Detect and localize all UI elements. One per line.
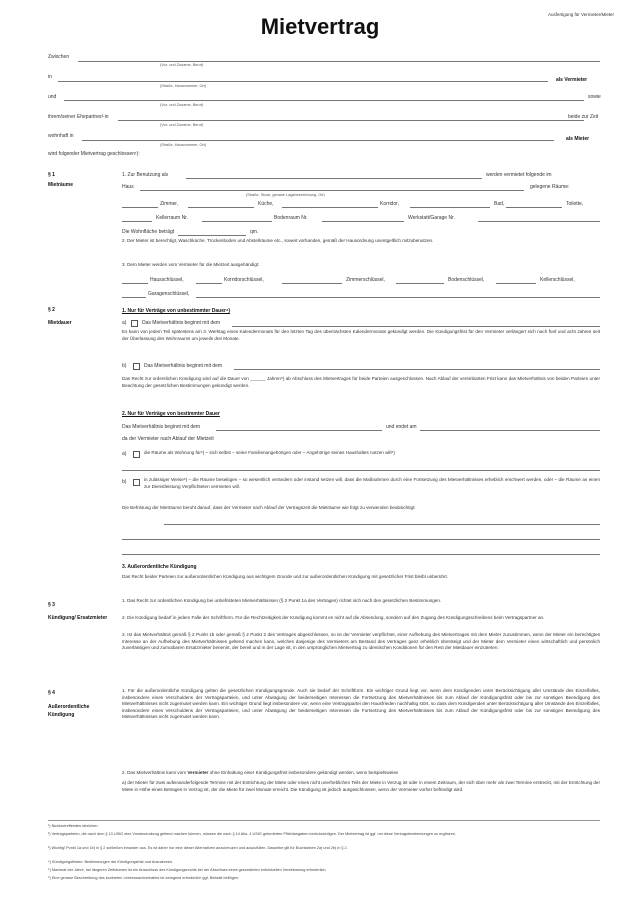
checkbox-unbefristet-a[interactable] [131,320,138,327]
label-sowie: sowie [588,94,601,100]
hint-lage: (Straße, Stock, genaue Lagebezeichnung, Ort) [246,193,325,197]
section-4-label: Außerordentliche Kündigung [48,704,90,718]
s1-p1-start: 1. Zur Benutzung als [122,172,169,178]
s4-p1: 1. Für die außerordentliche Kündigung gelten die gesetzlichen Kündigungsgründe. Auch sie bedarf der Schriftform. Ein wichtiger Grund liegt vor, wenn dem Kündigenden unter Berücksichtigung aller Umstände des Einzelfalles, insbesondere eines Verschuldens der Vertragsparteien, und unter Abwägung der beiderseitigen Interessen die Fortsetzung des Mietverhältnisses bis zum Ablauf der Kündigungsfrist oder bis zur sonstigen Beendigung des Mietverhältnisses nicht zugemutet werden kann. Ein wichtiger Grund liegt insbesondere vor, wenn eine Vertragspartei den Hausfrieden nachhaltig stört, so dass dem Kündigenden unter Berücksichtigung aller Umstände des Einzelfalles, insbesondere eines Verschuldens der Vertragsparteien, und unter Abwägung der beiderseitigen Interessen die Fortsetzung des Mietverhältnisses bis zum Ablauf der Kündigungsfrist oder bis zur sonstigen Beendigung des Mietverhältnisses nicht zugemutet werden kann. [122,688,600,720]
s2-a1-text: Das Mietverhältnis beginnt mit dem [142,320,221,326]
label-und: und [48,94,57,100]
key-room: Zimmerschlüssel, [346,277,385,283]
kitchen-count-field[interactable] [188,207,254,208]
eigenbedarf-field[interactable] [122,470,600,471]
s1-p1-end: werden vermietet folgende im [486,172,552,178]
s3-heading: 3. Außerordentliche Kündigung [122,564,197,570]
key-room-count[interactable] [282,283,342,284]
s3-p1: 1. Das Recht zur ordentlichen Kündigung bei unbefristeten Mietverhältnissen (§ 2 Punkt 1a des Vertrages) richtet sich nach den gesetzlichen Bestimmungen. [122,598,442,603]
key-corridor: Korridorschlüssel, [224,277,264,283]
footnote-1: ¹) Nichtzutreffendes streichen. [48,824,99,828]
usage-field[interactable] [186,178,482,179]
key-corridor-count[interactable] [196,283,222,284]
label-zwischen: Zwischen [48,54,70,60]
label-als-mieter: als Mieter [566,136,590,142]
section-2-label: Mietdauer [48,320,72,326]
verwendung-field-1[interactable] [164,524,600,525]
s2-endet: und endet am [386,424,417,430]
label-wohnhaft: wohnhaft in [48,133,74,139]
label-in: in [48,74,52,80]
attic-number-field[interactable] [322,221,404,222]
footnote-3: ³) Wichtig! Punkt 1a und 1b) in § 2 schließen einander aus. Es ist daher nur eine dieser Alternativen anzukreuzen und auszufüllen. Dasselbe gilt für Buchstaben 2a) und 2b) in § 2. [48,846,348,850]
s3-p3: 3. Ist das Mietverhältnis gemäß § 2 Punkt 1b oder gemäß § 2 Punkt 2 des Vertrages abgeschlossen, so ist der Vermieter verpflichtet, einer Aufhebung des Mietvertrages mit dem Mieter zuzustimmen, wenn der Mieter ein berechtigtes Interesse an der Aufhebung des Mietverhältnisses geltend machen kann, welches dasjenige des Vermieters am Bestand des Vertrages ganz erheblich übersteigt und der Mieter dem Vermieter einen wirtschaftlich und persönlich zuverlässigen und zumutbaren Ersatzmieter benennt, der bereit und in der Lage ist, in den ursprünglichen Mietvertrag zu identischen Konditionen für den Rest der Mietdauer einzutreten. [122,632,600,651]
key-attic-count[interactable] [396,283,444,284]
s2-heading-2: 2. Nur für Verträge von bestimmter Dauer [122,411,220,417]
cellar-number-field[interactable] [202,221,272,222]
s2-a2-text: die Räume als Wohnung für⁶) – sich selbst – seine Familienangehörigen oder – Angehörige seines Haushaltes nutzen will⁶) [144,450,395,455]
s3-intro: Das Recht beider Parteien zur außerordentlichen Kündigung aus wichtigem Grunde und zur außerordentlichen Kündigung mit gesetzlicher Frist bleibt unberührt. [122,574,449,579]
room-boden: Bodenraum Nr. [274,215,308,221]
s2-da: da der Vermieter nach Ablauf der Mietzeit [122,436,214,442]
tenant-name-field[interactable] [64,100,584,101]
s3-p2: 2. Die Kündigung bedarf in jedem Falle der Schriftform. Für die Rechtzeitigkeit der Kündigung kommt es nicht auf die Absendung, sondern auf den Zugang des Kündigungsschreibens beim Vertragspartner an. [122,615,545,620]
section-3-label: Kündigung/ Ersatzmieter [48,615,108,621]
key-attic: Bodenschlüssel, [448,277,485,283]
landlord-address-field[interactable] [58,81,548,82]
key-house: Hausschlüssel, [150,277,184,283]
checkbox-eigenbedarf[interactable] [133,451,140,458]
s2-a2-letter: a) [122,451,127,457]
start-date-a-field[interactable] [232,326,600,327]
start-date-b-field[interactable] [234,369,600,370]
key-garage-count[interactable] [122,297,146,298]
s4-p2-b: Vermieter [187,770,209,775]
s2-b2-letter: b) [122,479,127,485]
cellar-count-field[interactable] [122,221,152,222]
s2-b2-text: in zulässiger Weise⁶) – die Räume beseitigen – so wesentlich verändern oder instand setzen will, dass die Maßnahmen durch eine Fortsetzung des Mietverhältnisses erheblich erschwert werden, oder – die Räume an einen zur Dienstleistung Verpflichteten vermieten will. [144,477,600,489]
label-ehepartner: ihrem/seiner Ehepartner/-in [48,114,109,120]
copy-note: Ausfertigung für Vermieter/Mieter [548,12,615,17]
room-korridor: Korridor, [380,201,399,207]
section-3-number: § 3 [48,602,55,608]
s2-b1-text: Das Mietverhältnis beginnt mit dem [144,363,223,369]
section-1-label: Mieträume [48,182,74,188]
label-gelegene: gelegene Räume: [530,184,570,190]
key-cellar: Kellerschlüssel, [540,277,575,283]
toilet-count-field[interactable] [506,207,562,208]
label-qm: qm. [250,229,259,235]
s2-zeit-text: Das Mietverhältnis beginnt mit dem [122,424,201,430]
room-garage: Werkstatt/Garage Nr. [408,215,455,221]
section-1-number: § 1 [48,172,55,178]
label-haus: Haus [122,184,134,190]
page-title: Mietvertrag [260,14,380,39]
key-other-field[interactable] [196,297,600,298]
checkbox-unbefristet-b[interactable] [133,363,140,370]
key-garage: Garagenschlüssel, [148,291,190,297]
bath-count-field[interactable] [410,207,490,208]
key-cellar-count[interactable] [496,283,536,284]
tenant-address-field[interactable] [82,140,554,141]
label-wohnflaeche: Die Wohnfläche beträgt [122,229,175,235]
room-keller: Kellerraum Nr. [156,215,188,221]
footnote-6: ⁶) Eine genaue Beschreibung des konkreten Lebenssachverhaltes ist zwingend erforderlich ggf. Beiblatt beifügen. [48,876,240,880]
section-2-number: § 2 [48,307,55,313]
s1-p2: 2. Der Mieter ist berechtigt, Waschküche, Trockenboden und Abstellräume etc., soweit vorhanden, gemäß der Hausordnung unentgeltlich mitzubenutzen. [122,238,434,243]
key-house-count[interactable] [122,283,148,284]
label-beide: beide zur Zeit [568,114,599,120]
area-field[interactable] [178,235,246,236]
s4-p2-c: ohne Einhaltung einer Kündigungsfrist insbesondere gekündigt werden, wenn beispielsweise [209,770,399,775]
s4-p2-a: 2. Das Mietverhältnis kann vom [122,770,187,775]
hint-name-2: (Vor- und Zuname, Beruf) [160,103,204,107]
footnote-5: ⁵) Maximal vier Jahre, bei längeren Zeiträumen ist ein Ausschluss des Kündigungsrechts bei der Abschluss eines gesonderten individuellen Vereinbarung erforderlich. [48,868,327,872]
hint-street-2: (Straße, Hausnummer, Ort) [160,143,206,147]
fixed-start-field[interactable] [216,430,382,431]
hint-name-3: (Vor- und Zuname, Beruf) [160,123,204,127]
hint-street: (Straße, Hausnummer, Ort) [160,84,206,88]
room-toilette: Toilette, [566,201,584,207]
garage-number-field[interactable] [478,221,600,222]
label-als-vermieter: als Vermieter [556,77,588,83]
corridor-count-field[interactable] [282,207,378,208]
s2-b1-letter: b) [122,363,127,369]
footnote-4: ⁴) Kündigungsfristen: Bestimmungen der Kündigungsfrist und Ausnahmen. [48,860,174,864]
s2-a1-para: Es kann von jedem Teil spätestens am 3. Werktag eines Kalendermonats für den letzten Tag des übernächsten Kalendermonats gekündigt werden. Die Kündigungsfrist für den Vermieter verlängert sich nach fünf und acht Jahren seit der Überlassung des Wohnraums um jeweils drei Monate. [122,329,600,341]
intro-text: wird folgender Mietvertrag geschlossen¹): [48,151,140,157]
section-4-number: § 4 [48,690,55,696]
s2-heading-1: 1. Nur für Verträge von unbestimmter Dauer⁴) [122,308,231,314]
s2-a1-letter: a) [122,320,127,326]
s4-pa: a) der Mieter für zwei aufeinanderfolgende Termine mit der Entrichtung der Miete oder eines nicht unerheblichen Teils der Miete in Verzug ist oder in einem Zeitraum, der sich über mehr als zwei Termine erstreckt, mit der Entrichtung der Miete in Höhe eines Betrages in Verzug ist, der die Miete für zwei Monate erreicht. Die Kündigung ist jedoch ausgeschlossen, wenn der Vermieter vorher befriedigt wird. [122,780,600,792]
footnote-2: ²) Vertragsparteien, die nach dem § 13 UStG eine Vorsteuerabzug geltend machen können, müssen die nach § 14 Abs. 4 UStG geforderten Pflichtangaben berücksichtigen. Der Mietvertrag ist ggf. um diese Vertragsbestimmungen zu ergänzen. [48,832,456,836]
footnote-divider [48,820,600,821]
room-kueche: Küche, [258,201,274,207]
room-zimmer: Zimmer, [160,201,179,207]
spouse-name-field[interactable] [118,120,584,121]
checkbox-umbau[interactable] [133,479,140,486]
room-bad: Bad, [494,201,505,207]
verwendung-field-3[interactable] [122,554,600,555]
house-field[interactable] [140,190,524,191]
s2-befristung: Die Befristung der Mieträume beruht darauf, dass der Vermieter nach Ablauf der Vertragszeit die Mieträume wie folgt zu verwenden beabsichtigt: [122,505,416,510]
verwendung-field-2[interactable] [122,539,600,540]
s1-p3: 3. Dem Mieter werden vom Vermieter für die Mietzeit ausgehändigt: [122,262,260,267]
s2-recht: Das Recht zur ordentlichen Kündigung wird auf die Dauer von ______ Jahren⁵) ab Abschluss des Mietvertrages für beide Parteien ausgeschlossen. Nach Ablauf der vereinbarten Frist kann das Mietverhältnis von beiden Parteien unter Beachtung der gesetzlichen Bestimmungen gekündigt werden. [122,376,600,388]
s4-p2 [122,770,600,777]
landlord-name-field[interactable] [78,61,600,62]
rooms-count-field[interactable] [122,207,158,208]
hint-name: (Vor- und Zuname, Beruf) [160,63,204,67]
fixed-end-field[interactable] [420,430,600,431]
